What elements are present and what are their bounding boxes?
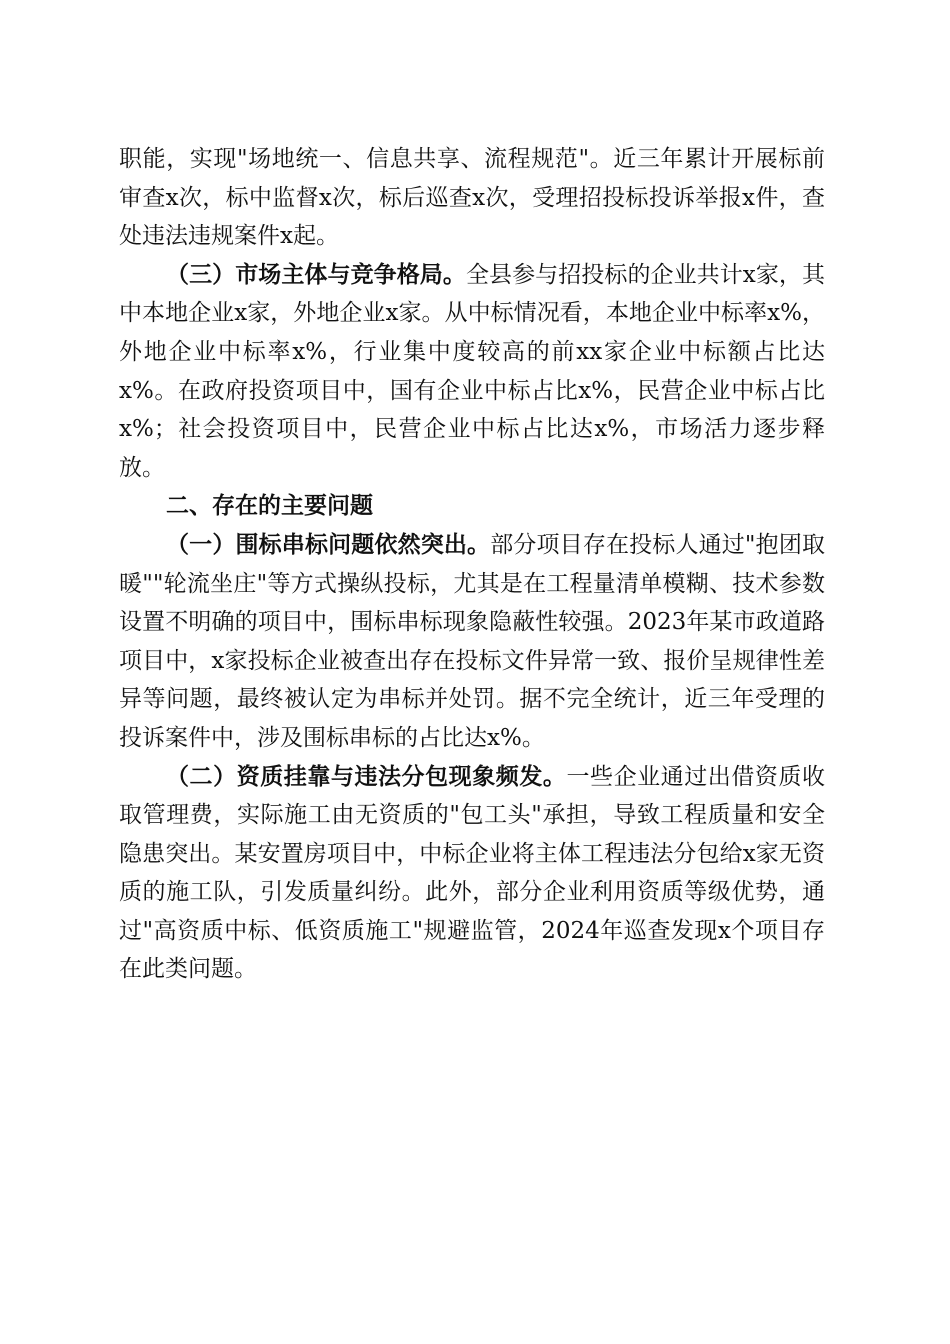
paragraph-market-entities [119, 256, 825, 488]
paragraph-body: 部分项目存在投标人通过"抱团取暖""轮流坐庄"等方式操纵投标，尤其是在工程量清单模糊、技术参数设置不明确的项目中，围标串标现象隐蔽性较强。2023年某市政道路项目中，x家投标企业被查出存在投标文件异常一致、报价呈规律性差异等问题，最终被认定为串标并处罚。据不完全统计，近三年受理的投诉案件中，涉及围标串标的占比达x%。 [119, 531, 825, 751]
section-lead-3: （三）市场主体与竞争格局。 [166, 260, 466, 288]
section-heading-2: 二、存在的主要问题 [166, 493, 373, 520]
paragraph-continued: 职能，实现"场地统一、信息共享、流程规范"。近三年累计开展标前审查x次，标中监督x次，标后巡查x次，受理招投标投诉举报x件，查处违法违规案件x起。 [119, 146, 825, 250]
subsection-lead-1: （一）围标串标问题依然突出。 [166, 530, 491, 558]
document-body [119, 140, 825, 989]
subsection-lead-2: （二）资质挂靠与违法分包现象频发。 [166, 762, 567, 790]
paragraph-body: 全县参与招投标的企业共计x家，其中本地企业x家，外地企业x家。从中标情况看，本地企业中标率x%，外地企业中标率x%，行业集中度较高的前xx家企业中标额占比达x%。在政府投资项目中，国有企业中标占比x%，民营企业中标占比x%；社会投资项目中，民营企业中标占比达x%，市场活力逐步释放。 [119, 261, 825, 481]
paragraph-bid-rigging [119, 526, 825, 758]
paragraph-qualification-affiliation [119, 758, 825, 990]
paragraph-body: 一些企业通过出借资质收取管理费，实际施工由无资质的"包工头"承担，导致工程质量和安全隐患突出。某安置房项目中，中标企业将主体工程违法分包给x家无资质的施工队，引发质量纠纷。此外，部分企业利用资质等级优势，通过"高资质中标、低资质施工"规避监管，2024年巡查发现x个项目存在此类问题。 [119, 763, 826, 983]
